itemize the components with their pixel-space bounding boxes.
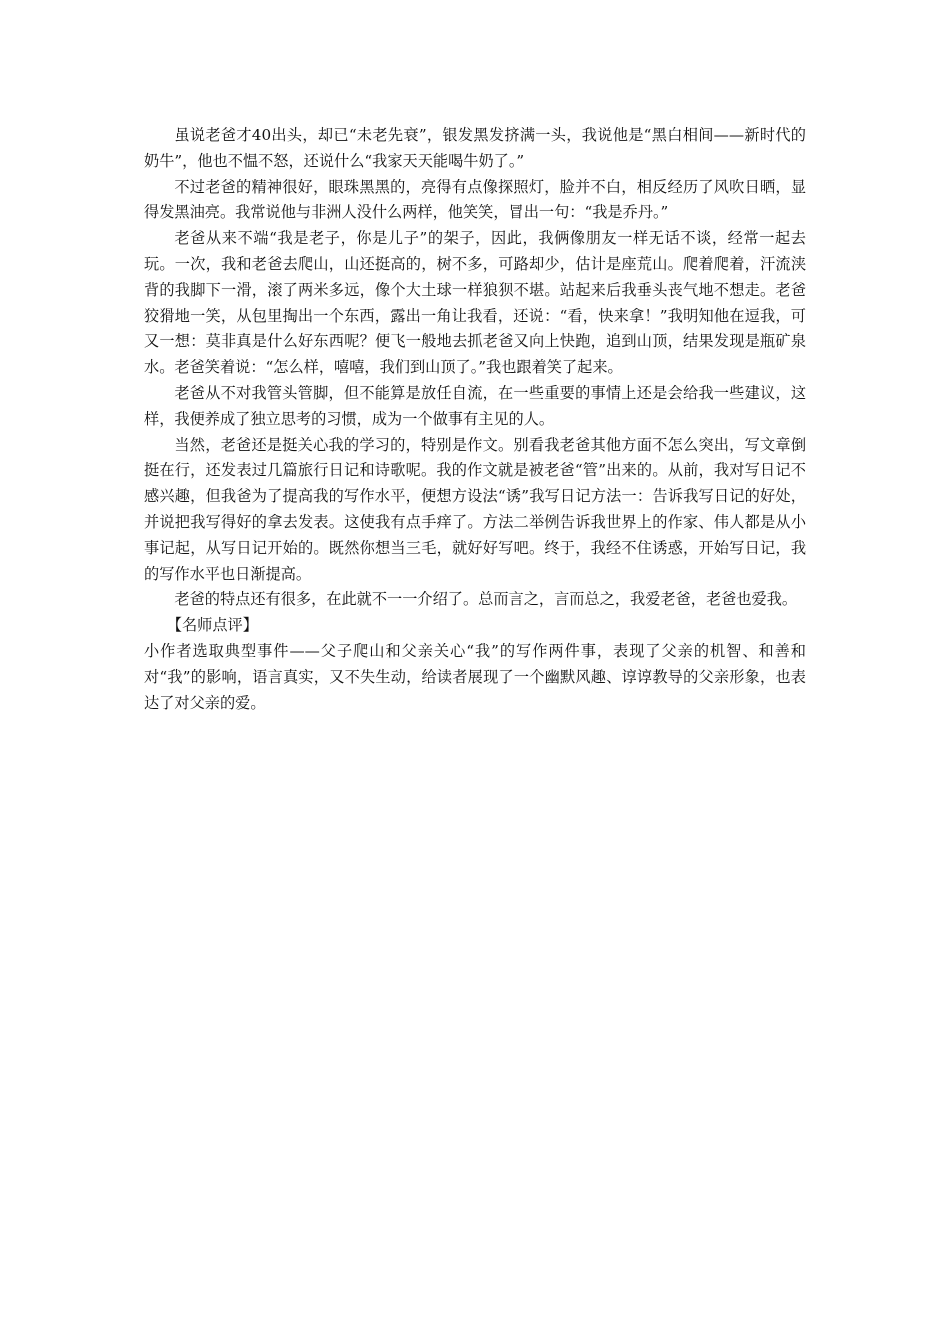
essay-paragraph-3: 老爸从来不端“我是老子，你是儿子”的架子，因此，我俩像朋友一样无话不谈，经常一起去玩。一次，我和老爸去爬山，山还挺高的，树不多，可路却少，估计是座荒山。爬着爬着，汗流浃背的我脚下一滑，滚了两米多远，像个大土球一样狼狈不堪。站起来后我垂头丧气地不想走。老爸狡猾地一笑，从包里掏出一个东西，露出一角让我看，还说：“看，快来拿！”我明知他在逗我，可又一想：莫非真是什么好东西呢？便飞一般地去抓老爸又向上快跑，追到山顶，结果发现是瓶矿泉水。老爸笑着说：“怎么样，嘻嘻，我们到山顶了。”我也跟着笑了起来。 [144, 229, 806, 377]
essay-paragraph-5: 当然，老爸还是挺关心我的学习的，特别是作文。别看我老爸其他方面不怎么突出，写文章倒挺在行，还发表过几篇旅行日记和诗歌呢。我的作文就是被老爸“管”出来的。从前，我对写日记不感兴趣，但我爸为了提高我的写作水平，便想方设法“诱”我写日记方法一：告诉我写日记的好处，并说把我写得好的拿去发表。这使我有点手痒了。方法二举例告诉我世界上的作家、伟人都是从小事记起，从写日记开始的。既然你想当三毛，就好好写吧。终于，我经不住诱惑，开始写日记，我的写作水平也日渐提高。 [144, 435, 806, 583]
review-text: 小作者选取典型事件——父子爬山和父亲关心“我”的写作两件事，表现了父亲的机智、和善和对“我”的影响，语言真实，又不失生动，给读者展现了一个幽默风趣、谆谆教导的父亲形象，也表达了对父亲的爱。 [144, 641, 806, 712]
document-page [144, 123, 806, 716]
essay-paragraph-2: 不过老爸的精神很好，眼珠黑黑的，亮得有点像探照灯，脸并不白，相反经历了风吹日晒，显得发黑油亮。我常说他与非洲人没什么两样，他笑笑，冒出一句：“我是乔丹。” [144, 177, 806, 222]
essay-paragraph-4: 老爸从不对我管头管脚，但不能算是放任自流，在一些重要的事情上还是会给我一些建议，这样，我便养成了独立思考的习惯，成为一个做事有主见的人。 [144, 383, 806, 428]
essay-paragraph-6: 老爸的特点还有很多，在此就不一一介绍了。总而言之，言而总之，我爱老爸，老爸也爱我。 [174, 590, 798, 609]
essay-paragraph-1: 虽说老爸才40出头，却已“未老先衰”，银发黑发挤满一头，我说他是“黑白相间——新时代的奶牛”，他也不愠不怒，还说什么“我家天天能喝牛奶了。” [144, 126, 806, 170]
review-heading: 【名师点评】 [166, 616, 258, 635]
